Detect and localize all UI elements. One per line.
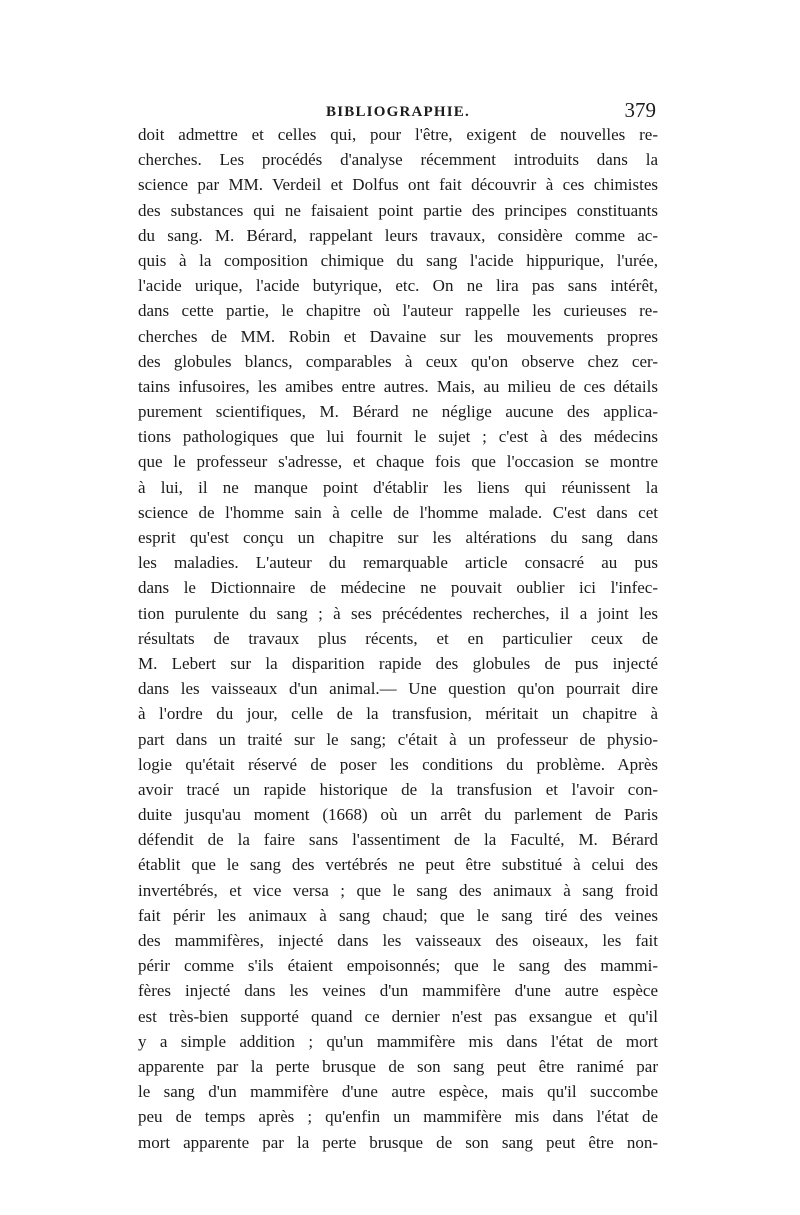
text-line: établit que le sang des vertébrés ne peut être substitué à celui des <box>138 855 658 875</box>
text-line: tains infusoires, les amibes entre autres. Mais, au milieu de ces détails <box>138 376 658 396</box>
text-line: mort apparente par la perte brusque de son sang peut être non- <box>138 1132 658 1152</box>
text-line: y a simple addition ; qu'un mammifère mis dans l'état de mort <box>138 1031 658 1051</box>
text-line: résultats de travaux plus récents, et en particulier ceux de <box>138 628 658 648</box>
text-line: défendit de la faire sans l'assentiment de la Faculté, M. Bérard <box>138 830 658 850</box>
text-line: l'acide urique, l'acide butyrique, etc. On ne lira pas sans intérêt, <box>138 276 658 296</box>
text-line: quis à la composition chimique du sang l'acide hippurique, l'urée, <box>138 250 658 270</box>
body-text <box>138 122 658 1155</box>
text-line: science de l'homme sain à celle de l'homme malade. C'est dans cet <box>138 502 658 522</box>
text-line: que le professeur s'adresse, et chaque fois que l'occasion se montre <box>138 452 658 472</box>
text-line: à lui, il ne manque point d'établir les liens qui réunissent la <box>138 477 658 497</box>
text-line: cherches. Les procédés d'analyse récemment introduits dans la <box>138 150 658 170</box>
text-line: peu de temps après ; qu'enfin un mammifère mis dans l'état de <box>138 1107 658 1127</box>
text-line: dans le Dictionnaire de médecine ne pouvait oublier ici l'infec- <box>138 578 658 598</box>
text-line: esprit qu'est conçu un chapitre sur les altérations du sang dans <box>138 528 658 547</box>
text-line: tion purulente du sang ; à ses précédentes recherches, il a joint les <box>138 603 658 623</box>
text-line: part dans un traité sur le sang; c'était à un professeur de physio- <box>138 729 658 749</box>
text-line: fait périr les animaux à sang chaud; que le sang tiré des veines <box>138 905 658 925</box>
text-line: M. Lebert sur la disparition rapide des globules de pus injecté <box>138 653 658 673</box>
text-line: fères injecté dans les veines d'un mammifère d'une autre espèce <box>138 981 658 1001</box>
text-line: périr comme s'ils étaient empoisonnés; que le sang des mammi- <box>138 956 658 976</box>
text-line: dans les vaisseaux d'un animal.— Une question qu'on pourrait dire <box>138 679 658 699</box>
running-title: BIBLIOGRAPHIE. <box>326 104 470 120</box>
text-line: des mammifères, injecté dans les vaisseaux des oiseaux, les fait <box>138 931 658 950</box>
text-line: des substances qui ne faisaient point partie des principes constituants <box>138 200 658 220</box>
text-line: purement scientifiques, M. Bérard ne néglige aucune des applica- <box>138 402 658 422</box>
text-line: invertébrés, et vice versa ; que le sang des animaux à sang froid <box>138 880 658 900</box>
text-line: à l'ordre du jour, celle de la transfusion, méritait un chapitre à <box>138 704 658 724</box>
text-line: les maladies. L'auteur du remarquable article consacré au pus <box>138 553 658 573</box>
text-line: logie qu'était réservé de poser les conditions du problème. Après <box>138 754 658 774</box>
text-line: apparente par la perte brusque de son sang peut être ranimé par <box>138 1056 658 1076</box>
text-line: des globules blancs, comparables à ceux qu'on observe chez cer- <box>138 351 658 371</box>
text-line: science par MM. Verdeil et Dolfus ont fait découvrir à ces chimistes <box>138 175 658 195</box>
text-line: dans cette partie, le chapitre où l'auteur rappelle les curieuses re- <box>138 301 658 321</box>
text-line: du sang. M. Bérard, rappelant leurs travaux, considère comme ac- <box>138 225 658 245</box>
page-number: 379 <box>624 98 656 122</box>
text-line: duite jusqu'au moment (1668) où un arrêt du parlement de Paris <box>138 805 658 825</box>
text-line: tions pathologiques que lui fournit le sujet ; c'est à des médecins <box>138 427 658 447</box>
text-line: le sang d'un mammifère d'une autre espèce, mais qu'il succombe <box>138 1082 658 1102</box>
text-line: est très-bien supporté quand ce dernier n'est pas exsangue et qu'il <box>138 1006 658 1026</box>
text-line: avoir tracé un rapide historique de la transfusion et l'avoir con- <box>138 779 658 799</box>
text-line: cherches de MM. Robin et Davaine sur les mouvements propres <box>138 326 658 346</box>
text-line: doit admettre et celles qui, pour l'être, exigent de nouvelles re- <box>138 125 658 144</box>
